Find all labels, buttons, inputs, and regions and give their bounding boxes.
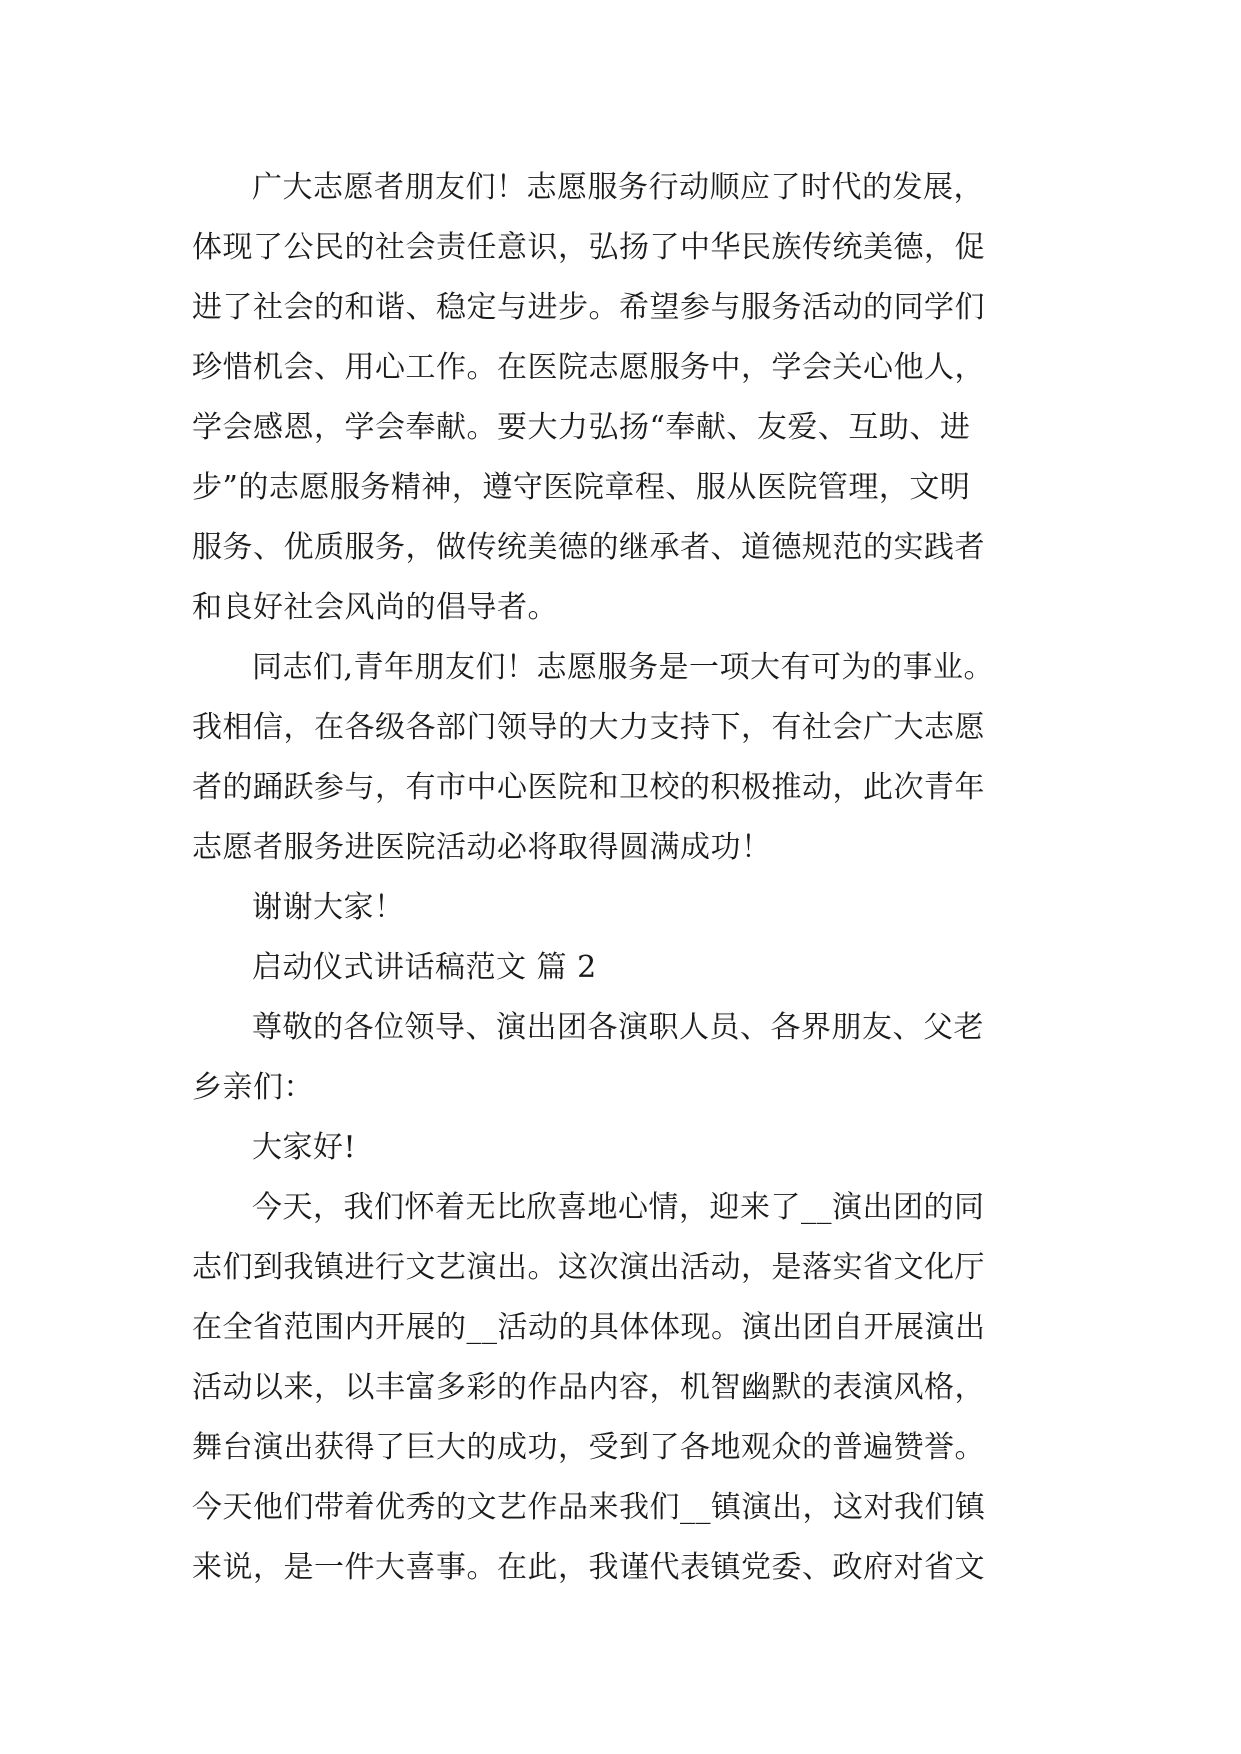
text-line: 广大志愿者朋友们！志愿服务行动顺应了时代的发展， bbox=[252, 170, 984, 205]
text-line: 和良好社会风尚的倡导者。 bbox=[192, 590, 558, 625]
text-line: 志愿者服务进医院活动必将取得圆满成功！ bbox=[192, 830, 772, 865]
document-body bbox=[192, 158, 1062, 1598]
text-line: 体现了公民的社会责任意识，弘扬了中华民族传统美德，促 bbox=[192, 230, 985, 265]
text-line: 今天，我们怀着无比欣喜地心情，迎来了__演出团的同 bbox=[252, 1190, 985, 1225]
text-line: 来说，是一件大喜事。在此，我谨代表镇党委、政府对省文 bbox=[192, 1550, 985, 1585]
text-line: 在全省范围内开展的__活动的具体体现。演出团自开展演出 bbox=[192, 1310, 986, 1345]
text-line: 我相信，在各级各部门领导的大力支持下，有社会广大志愿 bbox=[192, 710, 985, 745]
text-line: 舞台演出获得了巨大的成功，受到了各地观众的普遍赞誉。 bbox=[192, 1430, 985, 1465]
text-line: 今天他们带着优秀的文艺作品来我们__镇演出，这对我们镇 bbox=[192, 1490, 986, 1525]
text-line: 者的踊跃参与，有市中心医院和卫校的积极推动，此次青年 bbox=[192, 770, 985, 805]
salutation-line: 尊敬的各位领导、演出团各演职人员、各界朋友、父老 bbox=[252, 1010, 984, 1045]
text-line: 志们到我镇进行文艺演出。这次演出活动，是落实省文化厅 bbox=[192, 1250, 985, 1285]
thanks-line: 谢谢大家！ bbox=[252, 890, 405, 925]
text-line: 珍惜机会、用心工作。在医院志愿服务中，学会关心他人， bbox=[192, 350, 985, 385]
text-line: 服务、优质服务，做传统美德的继承者、道德规范的实践者 bbox=[192, 530, 985, 565]
text-line: 学会感恩，学会奉献。要大力弘扬“奉献、友爱、互助、进 bbox=[192, 410, 971, 445]
text-line: 进了社会的和谐、稳定与进步。希望参与服务活动的同学们 bbox=[192, 290, 985, 325]
salutation-line: 乡亲们： bbox=[192, 1070, 314, 1105]
text-line: 活动以来，以丰富多彩的作品内容，机智幽默的表演风格， bbox=[192, 1370, 985, 1405]
section-heading: 启动仪式讲话稿范文 篇 2 bbox=[252, 950, 597, 985]
greeting-line: 大家好! bbox=[252, 1130, 357, 1165]
text-line: 同志们,青年朋友们！志愿服务是一项大有可为的事业。 bbox=[252, 650, 995, 685]
text-line: 步”的志愿服务精神，遵守医院章程、服从医院管理，文明 bbox=[192, 470, 971, 505]
